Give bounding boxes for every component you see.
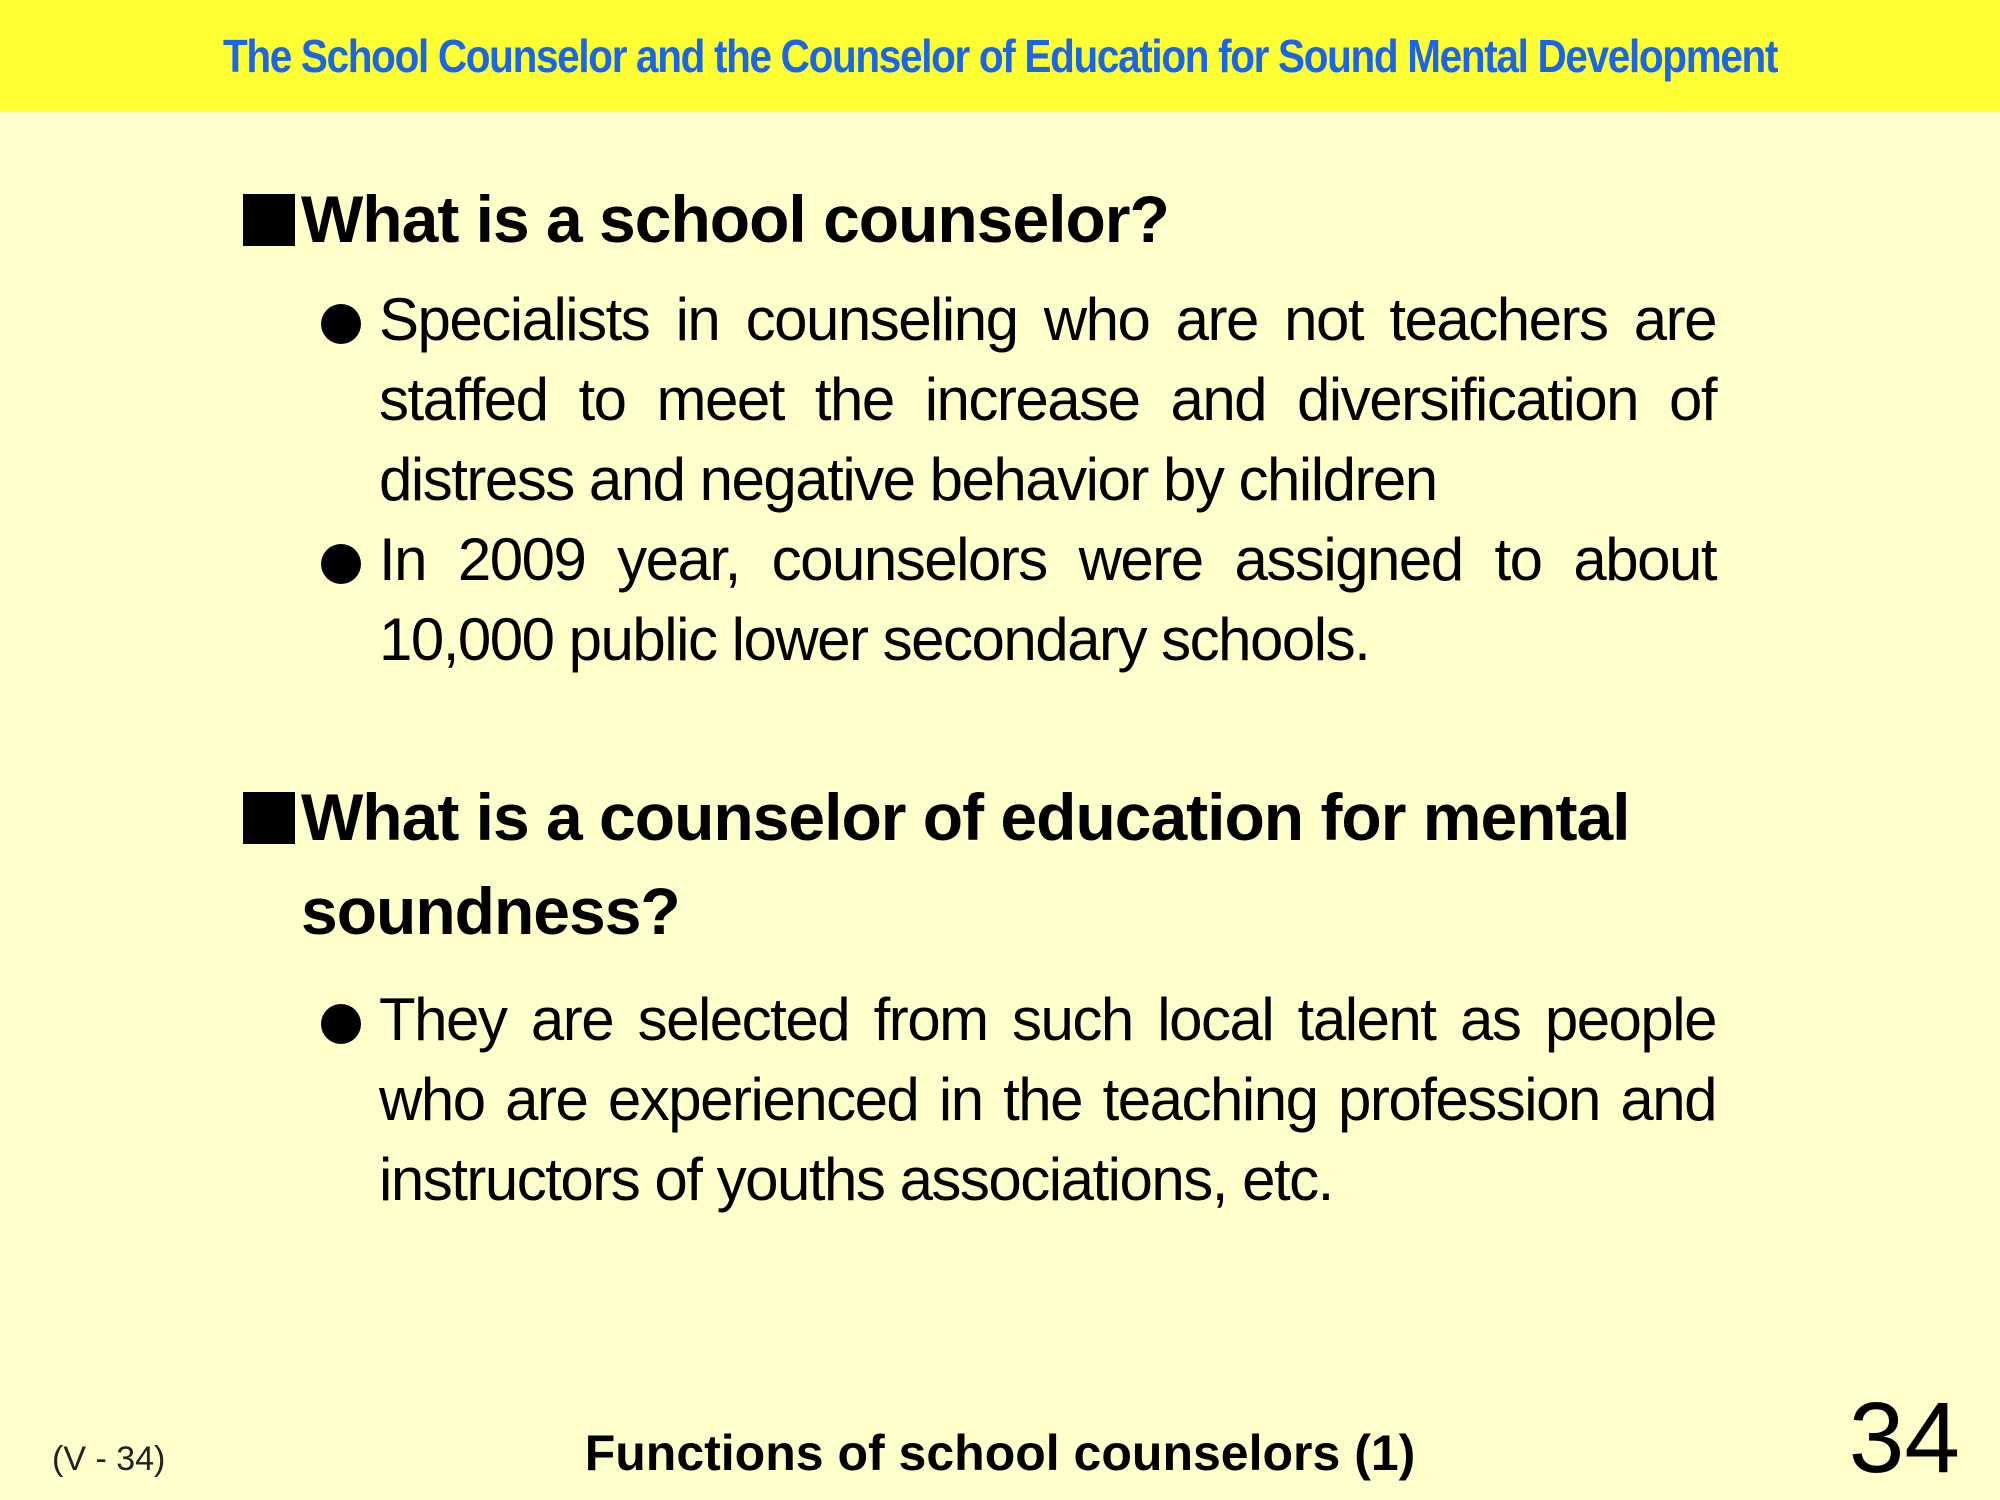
page-number: 34 [1848, 1382, 1960, 1494]
slide-code: (V - 34) [52, 1440, 166, 1478]
black-square-icon [243, 792, 295, 844]
bullet-icon [321, 1004, 361, 1044]
bullet-text: In 2009 year, counselors were assigned to about 10,000 public lower secondary schools. [379, 526, 1716, 673]
section-heading-text: What is a counselor of education for mental soundness? [301, 780, 1630, 948]
list-item [321, 280, 1716, 520]
bullet-icon [321, 544, 361, 584]
bullet-text: They are selected from such local talent as people who are experienced in the teaching profession and instructors of youths associations, etc. [379, 986, 1716, 1213]
section-heading-text: What is a school counselor? [301, 182, 1169, 256]
list-item [321, 980, 1716, 1220]
list-item [321, 520, 1716, 680]
section-mental-soundness-counselor [243, 770, 1723, 1220]
black-square-icon [243, 194, 295, 246]
bullet-icon [321, 304, 361, 344]
page-title: The School Counselor and the Counselor of Education for Sound Mental Development [222, 30, 1778, 82]
section-heading [243, 172, 1723, 266]
section-school-counselor [243, 172, 1723, 680]
bullet-text: Specialists in counseling who are not teachers are staffed to meet the increase and diversification of distress and negative behavior by children [379, 286, 1716, 513]
header-bar [0, 0, 2000, 112]
section-heading [243, 770, 1723, 958]
bullet-list [243, 280, 1723, 680]
slide-footer-title: Functions of school counselors (1) [584, 1425, 1416, 1481]
bullet-list [243, 980, 1723, 1220]
